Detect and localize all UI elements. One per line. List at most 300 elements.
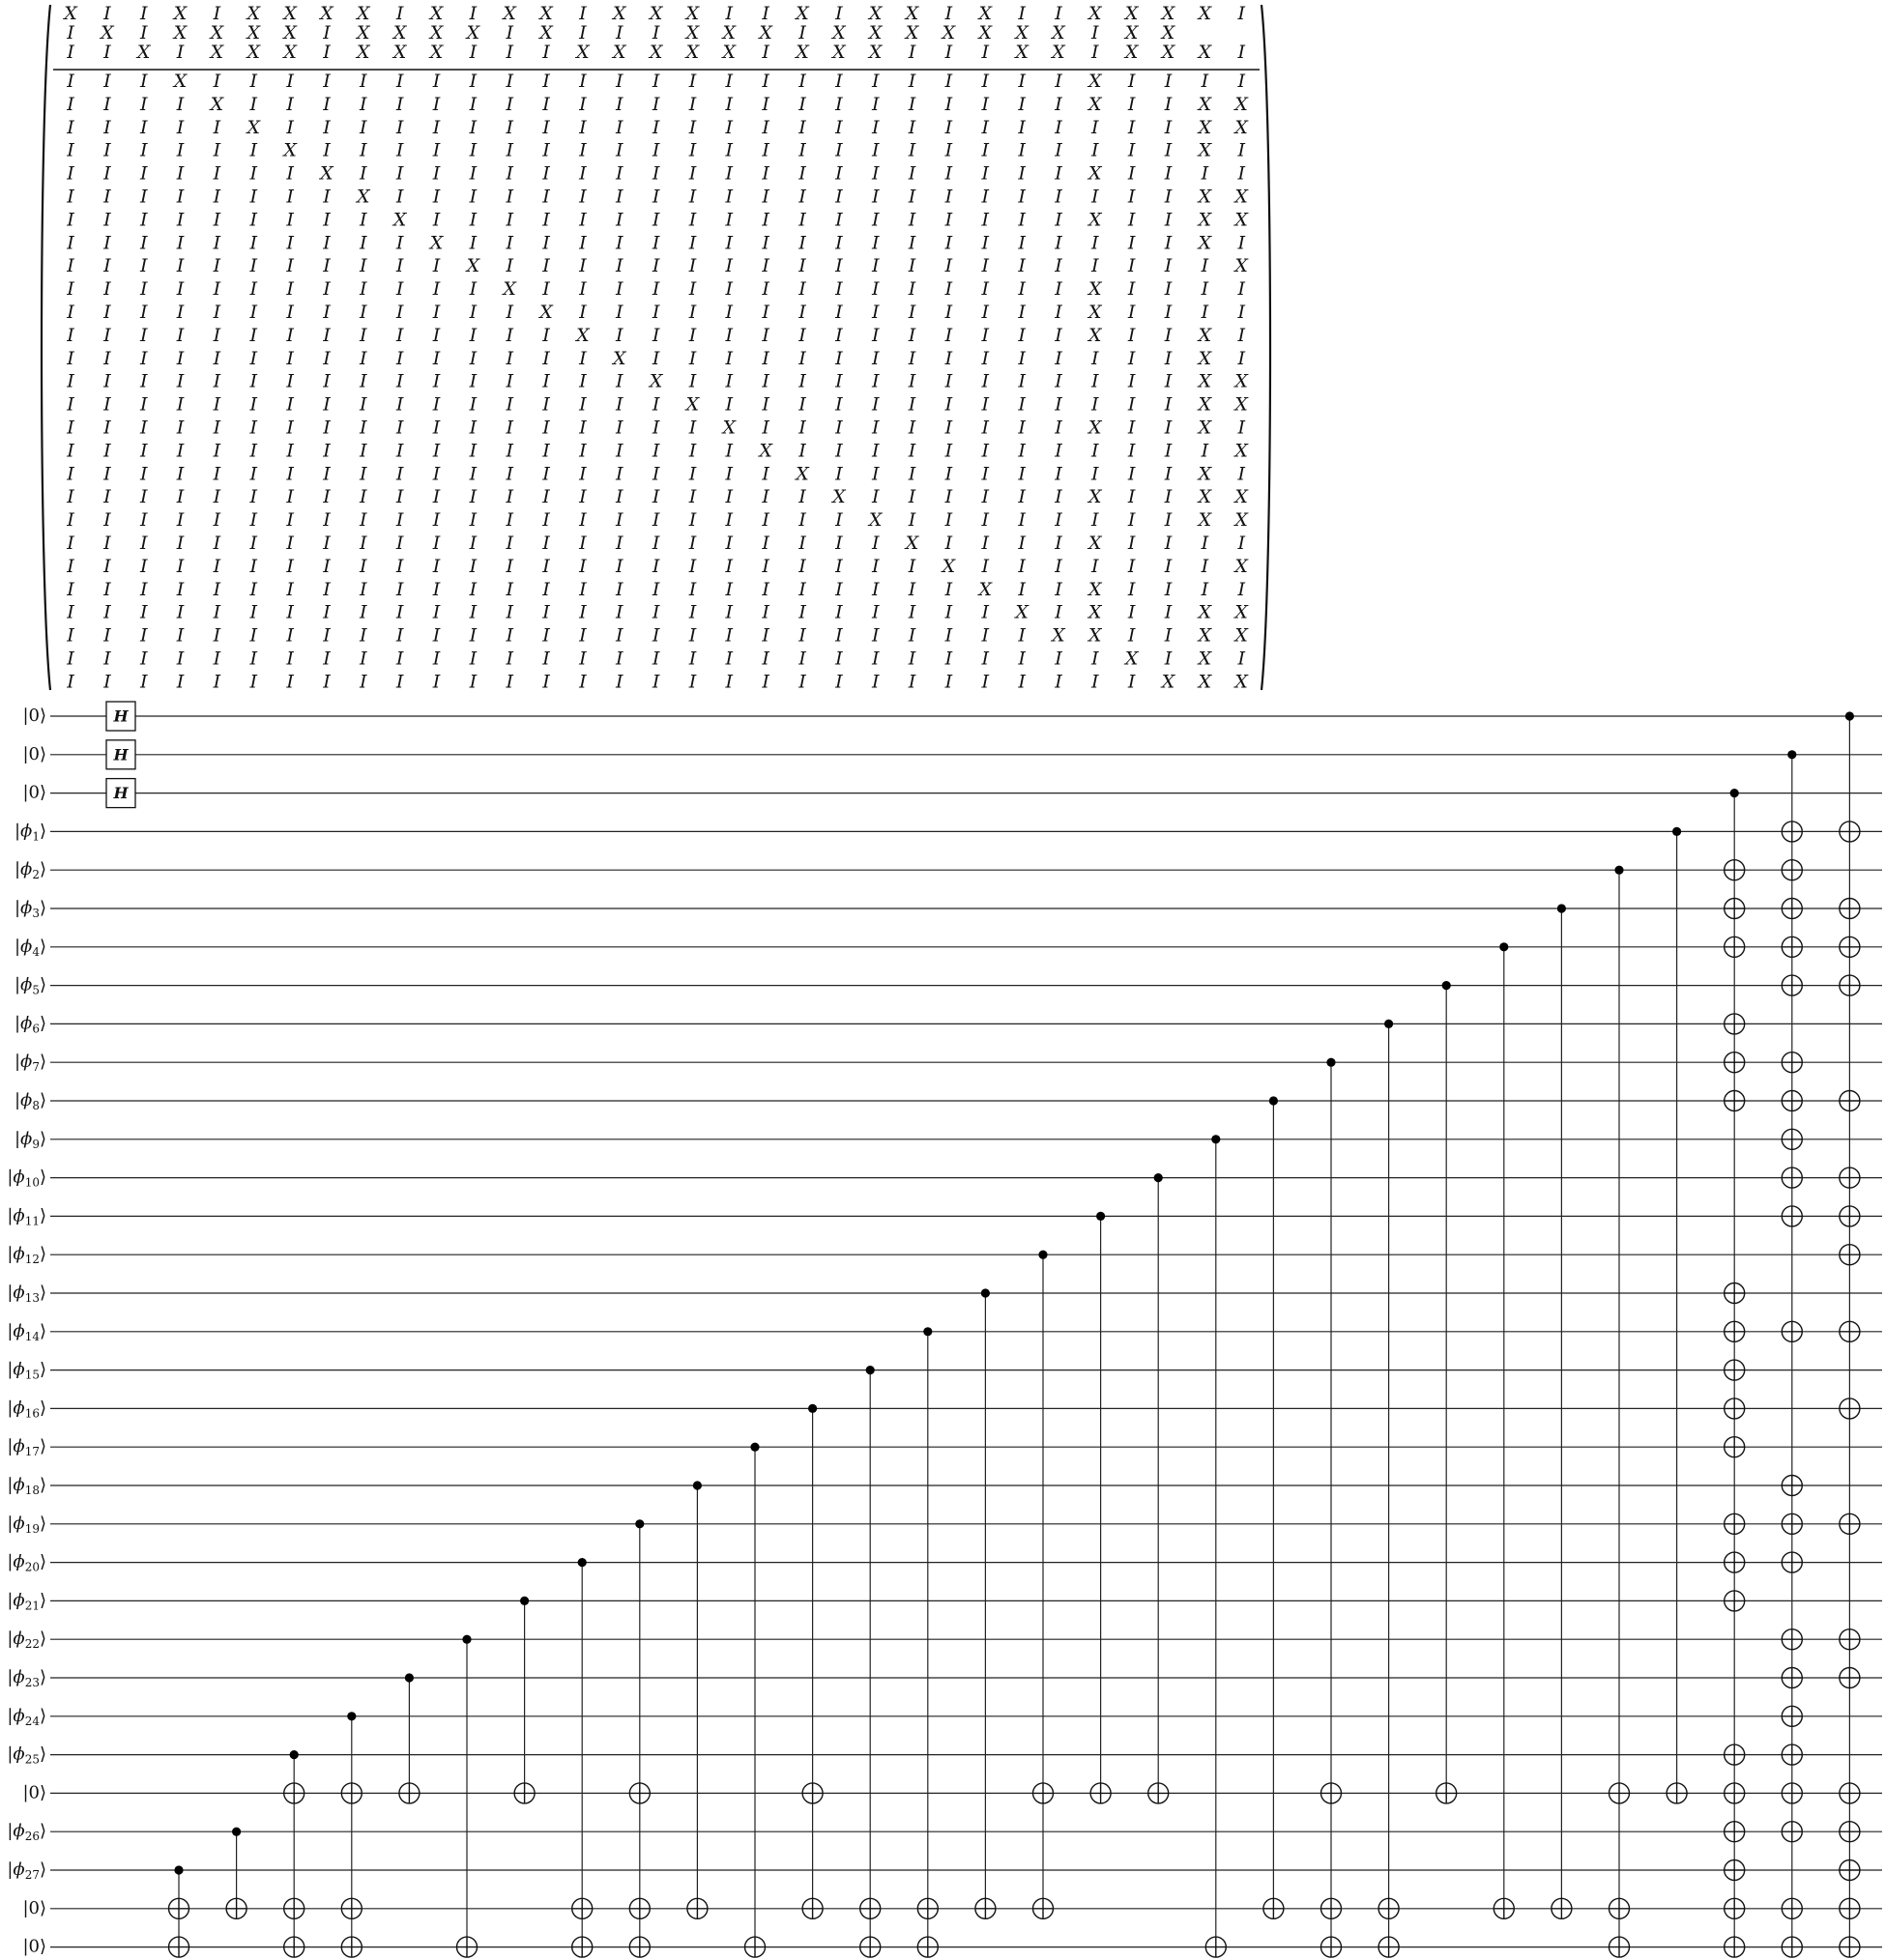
matrix-cell: I (249, 302, 258, 323)
matrix-row (66, 278, 1245, 300)
matrix-cell: I (652, 347, 660, 369)
matrix-cell: I (176, 671, 185, 693)
target-xor (1782, 1552, 1802, 1572)
target-xor (629, 1783, 650, 1803)
target-xor (1840, 937, 1860, 957)
matrix-cell: X (539, 22, 553, 43)
matrix-cell: I (579, 509, 587, 532)
matrix-cell: I (542, 370, 550, 392)
wire-label-p22: $|\phi_{22}⟩$ (7, 1629, 46, 1651)
matrix-cell: I (1127, 93, 1136, 115)
matrix-cell: I (725, 71, 734, 92)
matrix-cell: I (360, 209, 367, 231)
matrix-cell: I (725, 578, 734, 600)
matrix-cell: X (1234, 186, 1248, 208)
matrix-cell: I (542, 393, 550, 416)
matrix-cell: I (139, 209, 148, 231)
matrix-cell: X (246, 3, 261, 24)
matrix-cell: I (286, 370, 294, 392)
matrix-cell: I (286, 648, 294, 670)
matrix-cell: I (213, 648, 221, 670)
matrix-cell: I (469, 186, 478, 208)
matrix-cell: I (67, 139, 74, 161)
matrix-cell: I (395, 302, 404, 323)
matrix-cell: X (357, 42, 370, 63)
target-xor (284, 1937, 304, 1957)
target-xor (1840, 1167, 1860, 1188)
matrix-cell: X (466, 255, 480, 277)
matrix-cell: I (1237, 139, 1245, 161)
matrix-cell: I (579, 232, 587, 254)
matrix-cell: I (798, 555, 806, 577)
target-xor (1552, 1898, 1572, 1918)
matrix-cell: I (139, 509, 148, 532)
matrix-cell: I (1164, 162, 1173, 185)
matrix-cell: I (871, 440, 880, 462)
matrix-cell: X (503, 3, 516, 24)
matrix-cell: I (542, 324, 550, 346)
matrix-cell: I (908, 186, 916, 208)
matrix-cell: X (1015, 42, 1029, 63)
matrix-cell: I (432, 555, 441, 577)
matrix-cell: I (213, 578, 221, 600)
matrix-cell: I (944, 440, 953, 462)
matrix-cell: I (395, 116, 404, 138)
matrix-row (66, 418, 1245, 439)
matrix-cell: I (213, 255, 221, 277)
matrix-cell: I (103, 139, 111, 161)
matrix-cell: I (249, 393, 258, 416)
matrix-cell: I (944, 624, 953, 647)
matrix-cell: I (1127, 578, 1136, 600)
target-xor (1782, 1321, 1802, 1341)
matrix-cell: I (213, 555, 221, 577)
matrix-cell: I (1164, 93, 1173, 115)
matrix-cell: I (323, 393, 331, 416)
matrix-cell: I (249, 255, 258, 277)
matrix-cell: I (1201, 578, 1209, 600)
matrix-cell: I (1091, 463, 1099, 485)
matrix-cell: I (395, 3, 404, 24)
matrix-cell: X (1198, 417, 1212, 439)
matrix-cell: X (685, 22, 700, 43)
matrix-cell: I (1237, 463, 1245, 485)
matrix-cell: I (506, 139, 513, 161)
target-xor (687, 1898, 708, 1918)
matrix-cell: I (432, 417, 441, 439)
matrix-cell: I (432, 648, 441, 670)
matrix-cell: I (1018, 440, 1026, 462)
matrix-cell: I (1091, 347, 1099, 369)
matrix-row (66, 509, 1249, 531)
matrix-cell: I (944, 486, 953, 508)
matrix-cell: I (103, 116, 111, 138)
matrix-cell: I (360, 601, 367, 623)
target-xor (1667, 1783, 1687, 1803)
matrix-cell: I (286, 578, 294, 600)
matrix-cell: I (506, 232, 513, 254)
control-dot (174, 1865, 183, 1874)
wire-label-p25: $|\phi_{25}⟩$ (7, 1744, 46, 1767)
matrix-cell: I (432, 533, 441, 554)
matrix-cell: I (652, 302, 660, 323)
matrix-cell: X (539, 302, 553, 323)
wire-label-p10: $|\phi_{10}⟩$ (7, 1167, 46, 1190)
matrix-cell: I (506, 440, 513, 462)
matrix-cell: X (429, 42, 444, 63)
matrix-row (62, 3, 1245, 24)
target-xor (1782, 821, 1802, 842)
matrix-cell: I (542, 209, 550, 231)
matrix-cell: I (762, 671, 769, 693)
matrix-cell: X (1088, 578, 1102, 600)
matrix-cell: I (360, 324, 367, 346)
matrix-cell: I (1055, 578, 1062, 600)
matrix-cell: I (798, 278, 806, 301)
matrix-cell: I (176, 139, 185, 161)
matrix-cell: I (360, 648, 367, 670)
target-xor (284, 1898, 304, 1918)
matrix-cell: I (176, 486, 185, 508)
hadamard-label: H (113, 706, 129, 726)
matrix-cell: I (981, 42, 990, 63)
target-xor (1725, 1437, 1745, 1457)
matrix-cell: I (432, 324, 441, 346)
target-xor (1725, 937, 1745, 957)
matrix-cell: X (210, 93, 224, 115)
matrix-cell: I (688, 486, 697, 508)
target-xor (1725, 1822, 1745, 1842)
matrix-cell: I (1018, 186, 1026, 208)
matrix-cell: I (286, 186, 294, 208)
matrix-cell: I (871, 116, 880, 138)
matrix-cell: I (908, 509, 916, 532)
matrix-cell: I (469, 671, 478, 693)
matrix-cell: I (615, 209, 624, 231)
matrix-cell: X (576, 42, 590, 63)
matrix-cell: I (579, 486, 587, 508)
matrix-cell: X (1088, 417, 1102, 439)
matrix-cell: I (615, 370, 624, 392)
matrix-cell: X (246, 22, 261, 43)
matrix-cell: I (908, 324, 916, 346)
matrix-cell: I (1055, 463, 1062, 485)
matrix-cell: I (908, 486, 916, 508)
matrix-cell: I (1164, 417, 1173, 439)
target-xor (1782, 1822, 1802, 1842)
matrix-cell: I (762, 555, 769, 577)
matrix-cell: I (67, 370, 74, 392)
matrix-cell: I (249, 324, 258, 346)
matrix-cell: I (871, 347, 880, 369)
matrix-cell: I (615, 162, 624, 185)
matrix-cell: I (1237, 3, 1245, 24)
matrix-cell: I (981, 278, 990, 301)
matrix-cell: I (323, 278, 331, 301)
control-dot (1787, 750, 1796, 759)
matrix-cell: I (688, 624, 697, 647)
matrix-cell: I (1164, 71, 1173, 92)
matrix-cell: I (1018, 278, 1026, 301)
matrix-cell: I (176, 93, 185, 115)
matrix-cell: I (176, 162, 185, 185)
matrix-cell: I (908, 555, 916, 577)
matrix-cell: X (429, 22, 444, 43)
matrix-cell: X (649, 370, 663, 392)
matrix-cell: I (871, 232, 880, 254)
matrix-cell: I (103, 232, 111, 254)
matrix-cell: I (944, 417, 953, 439)
matrix-right-bracket (1262, 5, 1270, 690)
matrix-cell: X (1198, 486, 1212, 508)
target-xor (1782, 1167, 1802, 1188)
matrix-cell: I (1055, 116, 1062, 138)
matrix-cell: I (871, 624, 880, 647)
matrix-cell: I (1127, 533, 1136, 554)
matrix-cell: I (323, 302, 331, 323)
matrix-cell: I (908, 93, 916, 115)
matrix-cell: I (176, 347, 185, 369)
matrix-cell: I (798, 370, 806, 392)
matrix-cell: I (249, 278, 258, 301)
target-xor (1782, 1898, 1802, 1918)
matrix-cell: I (1164, 555, 1173, 577)
control-dot (808, 1404, 817, 1413)
matrix-cell: I (1127, 209, 1136, 231)
matrix-cell: I (103, 162, 111, 185)
control-dot (1557, 904, 1566, 912)
matrix-cell: I (542, 71, 550, 92)
matrix-cell: I (1127, 370, 1136, 392)
matrix-cell: I (762, 601, 769, 623)
matrix-cell: I (615, 255, 624, 277)
matrix-cell: I (652, 463, 660, 485)
matrix-cell: X (649, 3, 663, 24)
matrix-cell: I (469, 440, 478, 462)
matrix-cell: X (1234, 624, 1248, 647)
matrix-cell: I (1164, 648, 1173, 670)
target-xor (1725, 1552, 1745, 1572)
matrix-cell: I (688, 232, 697, 254)
matrix-cell: I (432, 671, 441, 693)
matrix-cell: I (798, 648, 806, 670)
target-xor (1725, 1783, 1745, 1803)
matrix-cell: X (1088, 302, 1102, 323)
matrix-cell: X (978, 3, 993, 24)
matrix-cell: I (652, 578, 660, 600)
target-xor (1321, 1898, 1342, 1918)
matrix-cell: I (432, 93, 441, 115)
matrix-cell: I (249, 509, 258, 532)
matrix-cell: I (542, 42, 550, 63)
matrix-cell: X (1198, 232, 1212, 254)
control-dot (1614, 866, 1623, 875)
matrix-cell: I (469, 624, 478, 647)
matrix-cell: I (360, 624, 367, 647)
matrix-cell: X (978, 22, 993, 43)
matrix-cell: I (469, 463, 478, 485)
matrix-cell: I (579, 533, 587, 554)
matrix-cell: I (908, 601, 916, 623)
matrix-cell: X (539, 3, 553, 24)
matrix-cell: I (67, 302, 74, 323)
matrix-cell: I (249, 555, 258, 577)
target-xor (629, 1898, 650, 1918)
matrix-cell: I (360, 162, 367, 185)
matrix-cell: I (835, 162, 843, 185)
matrix-cell: I (176, 255, 185, 277)
matrix-cell: I (103, 486, 111, 508)
matrix-cell: I (908, 302, 916, 323)
matrix-cell: I (323, 601, 331, 623)
matrix-cell: I (688, 116, 697, 138)
matrix-cell: I (652, 186, 660, 208)
matrix-cell: X (759, 22, 772, 43)
matrix-cell: I (579, 578, 587, 600)
wire-label-p17: $|\phi_{17}⟩$ (7, 1436, 46, 1458)
target-xor (1725, 1091, 1745, 1111)
matrix-cell: I (835, 255, 843, 277)
matrix-cell: I (139, 255, 148, 277)
matrix-cell: I (615, 232, 624, 254)
matrix-cell: I (579, 417, 587, 439)
matrix-row (66, 579, 1245, 600)
matrix-cell: I (1091, 255, 1099, 277)
matrix-cell: I (652, 555, 660, 577)
matrix-cell: X (722, 417, 737, 439)
matrix-cell: I (835, 463, 843, 485)
matrix-cell: I (615, 393, 624, 416)
matrix-cell: I (323, 71, 331, 92)
matrix-cell: I (798, 209, 806, 231)
matrix-cell: I (579, 209, 587, 231)
matrix-cell: I (1201, 302, 1209, 323)
wire-label-a2: |0⟩ (22, 743, 46, 764)
matrix-cell: I (798, 162, 806, 185)
control-dot (1211, 1135, 1220, 1143)
matrix-row (66, 302, 1245, 323)
matrix-cell: I (103, 601, 111, 623)
matrix-cell: I (395, 578, 404, 600)
matrix-cell: I (579, 624, 587, 647)
matrix-cell: I (835, 555, 843, 577)
matrix-cell: I (67, 533, 74, 554)
wire-label-p8: $|\phi_8⟩$ (14, 1090, 46, 1112)
matrix-cell: X (1198, 370, 1212, 392)
matrix-cell: I (176, 302, 185, 323)
target-xor (1725, 899, 1745, 919)
matrix-cell: I (981, 533, 990, 554)
matrix-cell: I (1055, 555, 1062, 577)
matrix-cell: X (1088, 486, 1102, 508)
matrix-cell: I (542, 671, 550, 693)
matrix-cell: I (432, 347, 441, 369)
matrix-cell: I (652, 324, 660, 346)
matrix-cell: I (1018, 71, 1026, 92)
matrix-cell: I (579, 162, 587, 185)
matrix-cell: I (506, 624, 513, 647)
control-dot (1730, 789, 1739, 797)
matrix-cell: I (395, 671, 404, 693)
matrix-cell: I (579, 555, 587, 577)
matrix-cell: X (173, 22, 188, 43)
matrix-row (66, 556, 1249, 577)
matrix-cell: I (103, 671, 111, 693)
matrix-cell: I (652, 255, 660, 277)
matrix-cell: X (796, 42, 809, 63)
matrix-cell: I (139, 417, 148, 439)
matrix-cell: I (542, 278, 550, 301)
matrix-cell: I (908, 440, 916, 462)
matrix-cell: X (905, 533, 919, 554)
matrix-cell: X (357, 22, 370, 43)
matrix-cell: I (688, 671, 697, 693)
matrix-cell: X (283, 42, 297, 63)
matrix-cell: I (1127, 347, 1136, 369)
circuit-gates (106, 702, 1860, 1957)
matrix-cell: I (579, 93, 587, 115)
matrix-cell: X (173, 3, 188, 24)
matrix-cell: I (360, 232, 367, 254)
matrix-cell: I (944, 232, 953, 254)
target-xor (629, 1937, 650, 1957)
matrix-cell: X (832, 42, 846, 63)
matrix-row (66, 94, 1249, 115)
matrix-cell: X (905, 22, 919, 43)
matrix-cell: I (615, 671, 624, 693)
matrix-cell: I (981, 509, 990, 532)
matrix-cell: I (1164, 232, 1173, 254)
matrix-cell: I (1237, 648, 1245, 670)
target-xor (1782, 1706, 1802, 1726)
matrix-cell: I (176, 440, 185, 462)
matrix-row (66, 394, 1249, 416)
target-xor (1782, 1744, 1802, 1765)
matrix-cell: I (506, 302, 513, 323)
matrix-cell: I (395, 370, 404, 392)
wire-label-p5: $|\phi_5⟩$ (14, 974, 46, 997)
matrix-cell: I (944, 3, 953, 24)
matrix-cell: I (286, 393, 294, 416)
matrix-cell: I (469, 278, 478, 301)
matrix-cell: I (139, 116, 148, 138)
matrix-cell: I (176, 324, 185, 346)
matrix-cell: I (579, 139, 587, 161)
target-xor (1321, 1937, 1342, 1957)
matrix-row (66, 163, 1245, 185)
wire-label-p23: $|\phi_{23}⟩$ (7, 1667, 46, 1689)
matrix-cell: X (1234, 116, 1248, 138)
matrix-cell: I (432, 370, 441, 392)
matrix-cell: X (685, 3, 700, 24)
matrix-cell: I (323, 347, 331, 369)
matrix-cell: I (395, 648, 404, 670)
hadamard-label: H (113, 745, 129, 764)
matrix-cell: I (762, 139, 769, 161)
matrix-cell: I (1127, 162, 1136, 185)
matrix-cell: I (615, 139, 624, 161)
matrix-cell: X (1234, 370, 1248, 392)
matrix-cell: I (432, 71, 441, 92)
matrix-cell: I (615, 486, 624, 508)
matrix-cell: I (323, 578, 331, 600)
matrix-cell: I (67, 93, 74, 115)
matrix-cell: I (688, 648, 697, 670)
matrix-cell: I (835, 3, 843, 24)
matrix-cell: I (506, 578, 513, 600)
target-xor (1378, 1937, 1399, 1957)
matrix-cell: I (286, 347, 294, 369)
